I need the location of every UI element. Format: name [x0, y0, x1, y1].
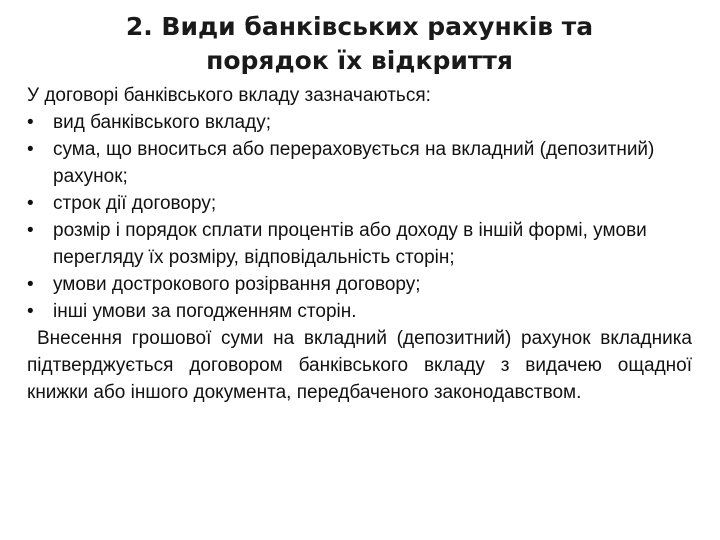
list-item	[27, 298, 692, 325]
bullet-icon: •	[27, 139, 34, 160]
list-item-text: вид банківського вкладу;	[53, 112, 271, 133]
list-item-text: розмір і порядок сплати процентів або доходу в іншій формі, умови перегляду їх розміру, відповідальність сторін;	[53, 220, 647, 268]
bullet-icon: •	[27, 274, 34, 295]
list-item-text: умови дострокового розірвання договору;	[53, 274, 421, 295]
list-item	[27, 271, 692, 298]
list-item	[27, 190, 692, 217]
bullet-list	[27, 109, 692, 325]
slide-body	[27, 82, 692, 406]
closing-paragraph: Внесення грошової суми на вкладний (депозитний) рахунок вкладника підтверджується договором банківського вкладу з видачею ощадної книжки або іншого документа, передбаченого законодавством.	[27, 328, 692, 403]
slide-title: 2. Види банківських рахунків та порядок їх відкриття	[125, 12, 594, 75]
bullet-icon: •	[27, 193, 34, 214]
list-item	[27, 136, 692, 190]
list-item-text: строк дії договору;	[53, 193, 217, 214]
bullet-icon: •	[27, 220, 34, 241]
list-item-text: сума, що вноситься або перераховується на вкладний (депозитний) рахунок;	[53, 139, 655, 187]
list-item	[27, 109, 692, 136]
bullet-icon: •	[27, 301, 34, 322]
list-item	[27, 217, 692, 271]
bullet-icon: •	[27, 112, 34, 133]
intro-text: У договорі банківського вкладу зазначаються:	[27, 85, 431, 106]
list-item-text: інші умови за погодженням сторін.	[53, 301, 357, 322]
